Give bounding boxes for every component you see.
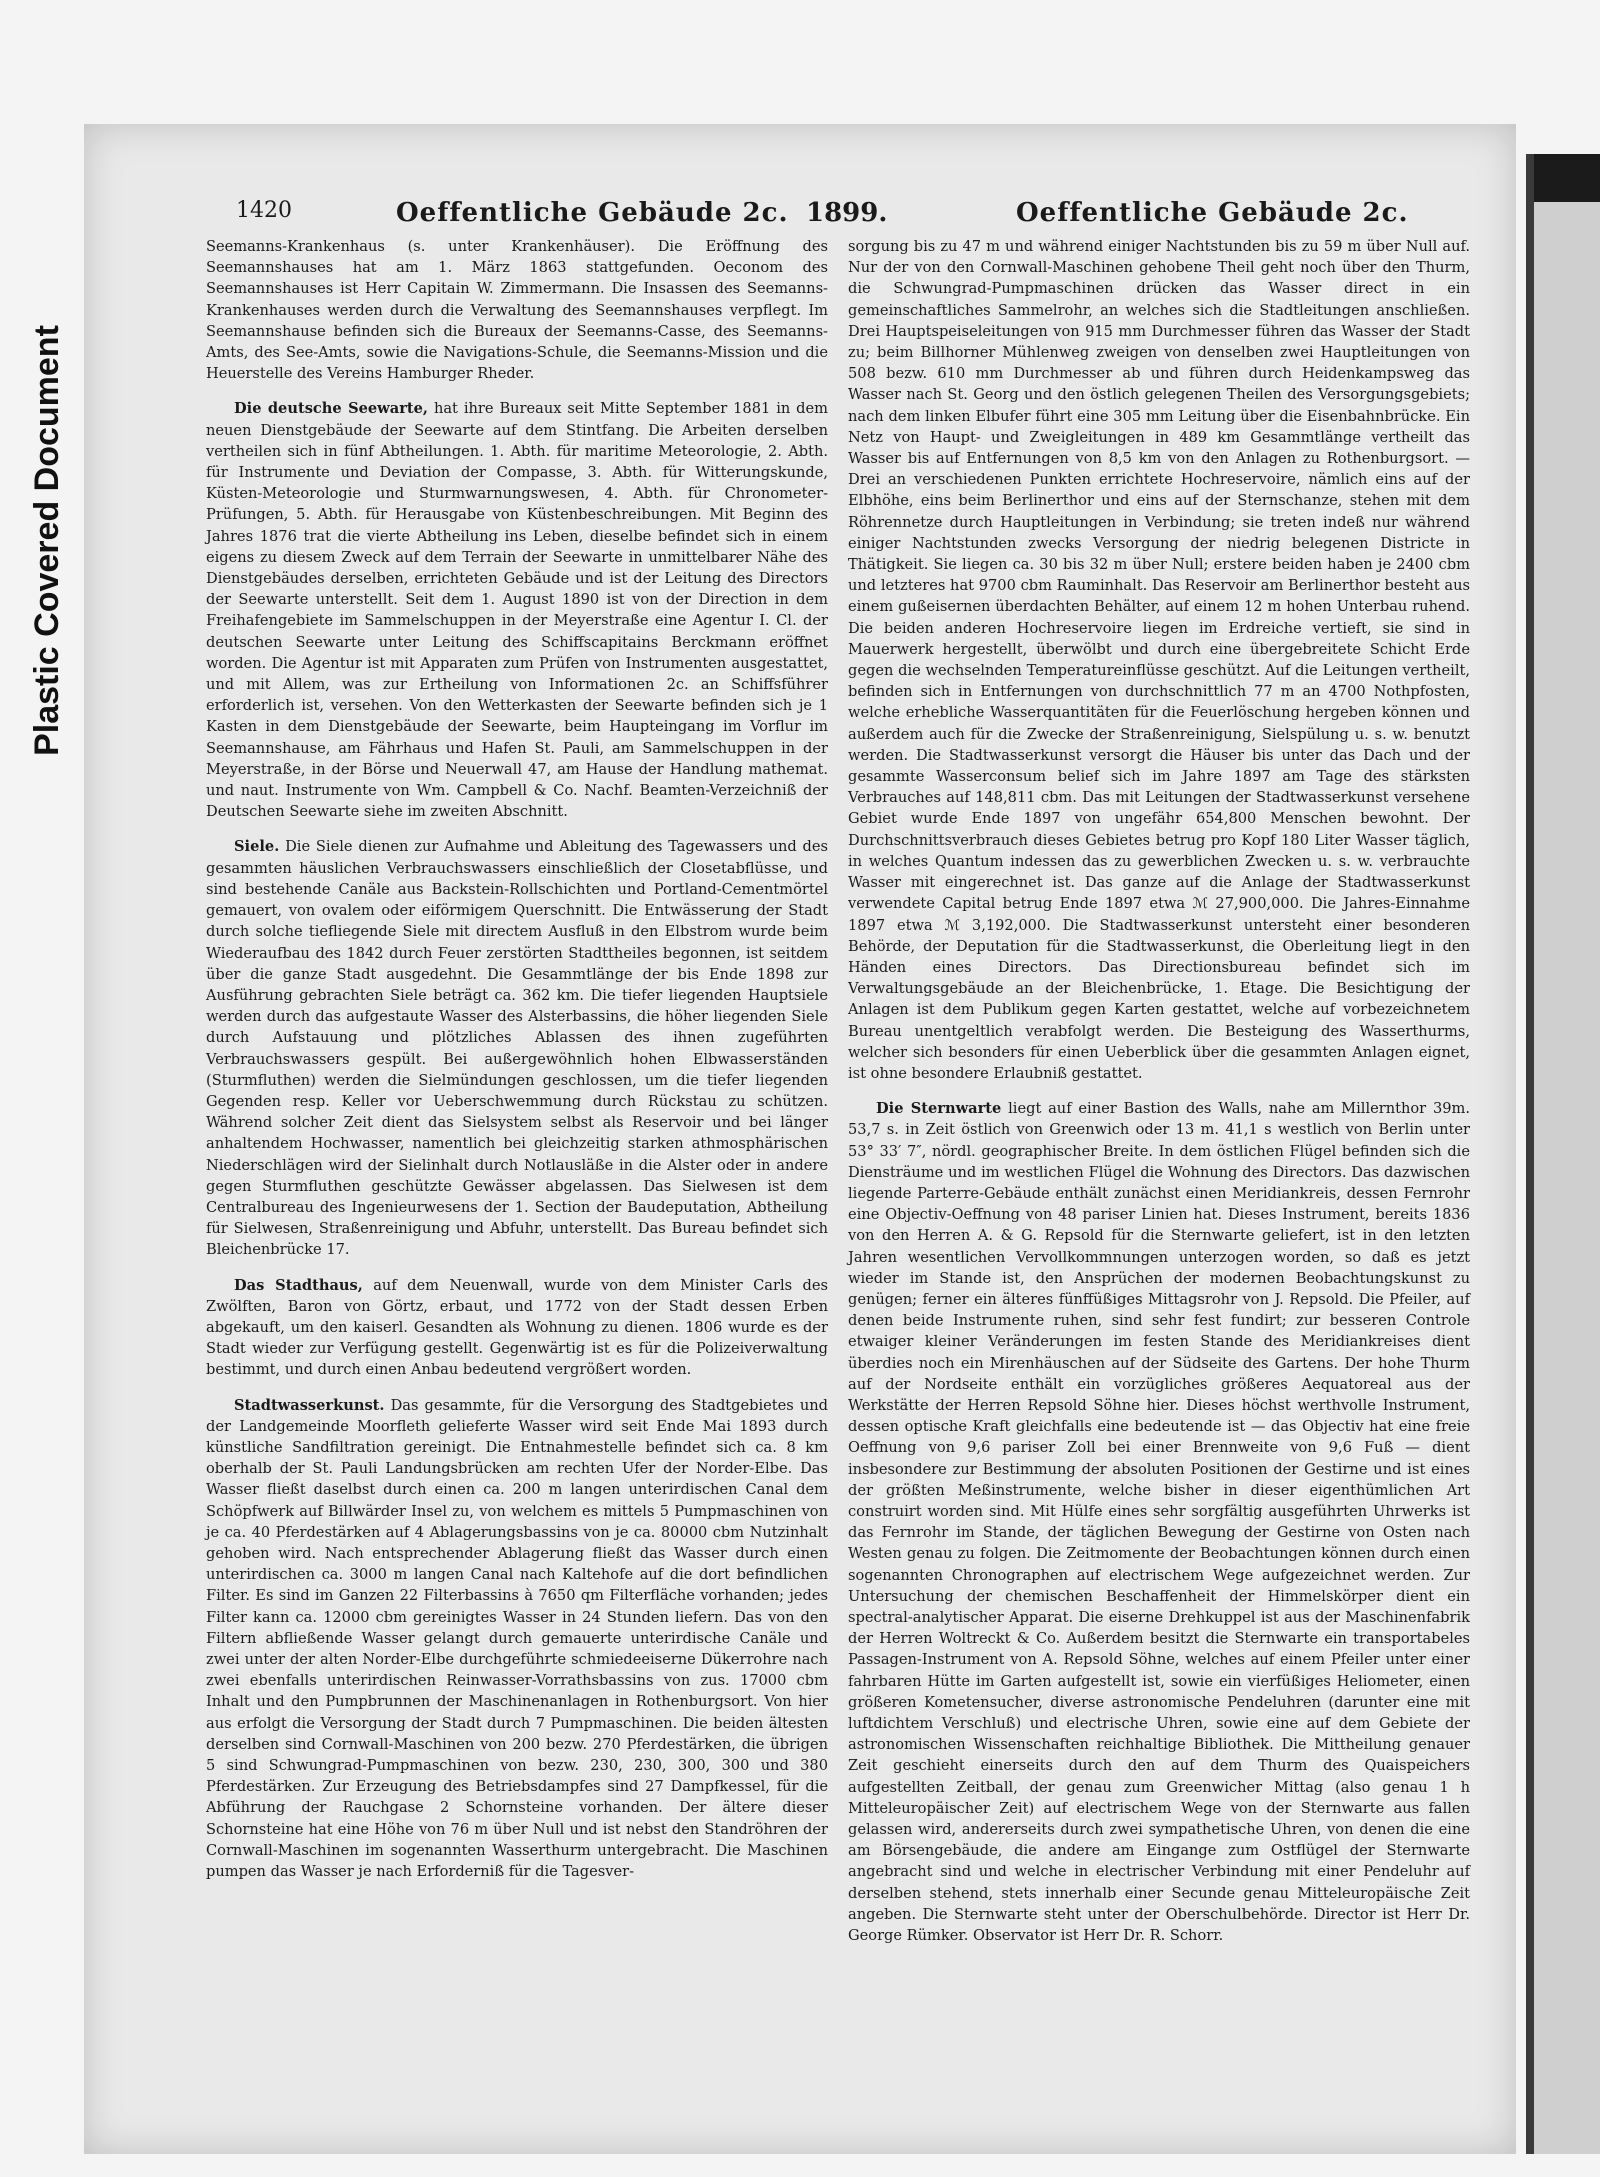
heading-seewarte: Die deutsche Seewarte,: [234, 400, 428, 418]
plastic-covered-stamp: [22, 270, 72, 810]
paragraph-sternwarte: Die Sternwarte liegt auf einer Bastion des Walls, nahe am Millernthor 39m. 53,7 s. in Zeit östlich von Greenwich oder 13 m. 41,1 s westlich von Berlin unter 53° 33′ 7″, nördl. geographischer Breite. In dem östlichen Flügel befinden sich die Diensträume und im westlichen Flügel die Wohnung des Directors. Das dazwischen liegende Parterre-Gebäude enthält zunächst einen Meridiankreis, dessen Fernrohr eine Objectiv-Oeffnung von 48 pariser Linien hat. Dieses Instrument, bereits 1836 von den Herren A. & G. Repsold für die Sternwarte geliefert, ist in den letzten Jahren wesentlichen Vervollkommnungen unterzogen worden, so daß es jetzt wieder im Stande ist, den Ansprüchen der modernen Beobachtungskunst zu genügen; ferner ein älteres fünffüßiges Mittagsrohr von J. Repsold. Die Pfeiler, auf denen beide Instrumente ruhen, sind sehr fest fundirt; zur besseren Controle etwaiger kleiner Veränderungen im festen Stande des Meridiankreises dient überdies noch ein Mirenhäuschen auf der Südseite des Gartens. Der hohe Thurm auf der Nordseite enthält ein vorzügliches größeres Aequatoreal aus der Werkstätte der Herren Repsold Söhne hier. Dieses höchst werthvolle Instrument, dessen optische Kraft gleichfalls eine bedeutende ist — das Objectiv hat eine freie Oeffnung von 9,6 pariser Zoll bei einer Brennweite von 9,6 Fuß — dient insbesondere zur Bestimmung der absoluten Positionen der Gestirne und ist eines der größten Meßinstrumente, welche bisher in dieser eigenthümlichen Art construirt worden sind. Mit Hülfe eines sehr sorgfältig ausgeführten Uhrwerks ist das Fernrohr im Stande, der täglichen Bewegung der Gestirne von Osten nach Westen genau zu folgen. Die Zeitmomente der Beobachtungen können durch einen sogenannten Chronographen auf electrischem Wege aufgezeichnet werden. Zur Untersuchung der chemischen Beschaffenheit der Himmelskörper dient ein spectral-analytischer Apparat. Die eiserne Drehkuppel ist aus der Maschinenfabrik der Herren Woltreckt & Co. Außerdem besitzt die Sternwarte ein transportabeles Passagen-Instrument von A. Repsold Söhne, welches auf einem Pfeiler unter einer fahrbaren Hütte im Garten aufgestellt ist, sowie ein vierfüßiges Heliometer, einen größeren Kometensucher, diverse astronomische Pendeluhren (darunter eine mit luftdichtem Verschluß) und electrische Uhren, sowie eine auf dem Gebiete der astronomischen Wissenschaften reichhaltige Bibliothek. Die Mittheilung genauer Zeit geschieht einerseits durch den auf dem Thurm des Quaispeichers aufgestellten Zeitball, der genau zum Greenwicher Mittag (also genau 1 h Mitteleuropäischer Zeit) auf electrischem Wege von der Sternwarte aus fallen gelassen wird, andererseits durch zwei sympathetische Uhren, von denen die eine am Börsengebäude, die andere am Eingange zum Ostflügel der Sternwarte angebracht sind und welche in electrischer Verbindung mit einer Pendeluhr auf derselben stehend, stets innerhalb einer Secunde genau Mitteleuropäische Zeit angeben. Die Sternwarte steht unter der Oberschulbehörde. Director ist Herr Dr. George Rümker. Observator ist Herr Dr. R. Schorr.: [848, 1100, 1470, 1945]
year-label: 1899.: [806, 198, 888, 228]
left-column: [206, 236, 828, 1882]
heading-stadthaus: Das Stadthaus,: [234, 1276, 363, 1294]
running-title-right: Oeffentliche Gebäude 2c.: [1016, 198, 1409, 228]
right-column: [848, 236, 1470, 1946]
paragraph-stadthaus: Das Stadthaus, auf dem Neuenwall, wurde von dem Minister Carls des Zwölften, Baron von Görtz, erbaut, und 1772 von der Stadt dessen Erben abgekauft, um den kaiserl. Gesandten als Wohnung zu dienen. 1806 wurde es der Stadt wieder zur Verfügung gestellt. Gegenwärtig ist es für die Polizeiverwaltung bestimmt, und durch einen Anbau bedeutend vergrößert worden.: [206, 1276, 828, 1379]
heading-stadtwasserkunst: Stadtwasserkunst.: [234, 1396, 385, 1414]
paragraph-stadtwasserkunst: Stadtwasserkunst. Das gesammte, für die Versorgung des Stadtgebietes und der Landgemeinde Moorfleth gelieferte Wasser wird seit Ende Mai 1893 durch künstliche Sandfiltration gereinigt. Die Entnahmestelle befindet sich ca. 8 km oberhalb der St. Pauli Landungsbrücken am rechten Ufer der Norder-Elbe. Das Wasser fließt daselbst durch einen ca. 200 m langen unterirdischen Canal dem Schöpfwerk auf Billwärder Insel zu, von welchem es mittels 5 Pumpmaschinen von je ca. 40 Pferdestärken auf 4 Ablagerungsbassins von je ca. 80000 cbm Nutzinhalt gehoben wird. Nach entsprechender Ablagerung fließt das Wasser durch einen unterirdischen ca. 3000 m langen Canal nach Kaltehofe auf die dort befindlichen Filter. Es sind im Ganzen 22 Filterbassins à 7650 qm Filterfläche vorhanden; jedes Filter kann ca. 12000 cbm gereinigtes Wasser in 24 Stunden liefern. Das von den Filtern abfließende Wasser gelangt durch gemauerte unterirdische Canäle und zwei unter der alten Norder-Elbe durchgeführte schmiedeeiserne Dükerrohre nach zwei ebenfalls unterirdischen Reinwasser-Vorrathsbassins von zus. 17000 cbm Inhalt und den Pumpbrunnen der Maschinenanlagen in Rothenburgsort. Von hier aus erfolgt die Versorgung der Stadt durch 7 Pumpmaschinen. Die beiden ältesten derselben sind Cornwall-Maschinen von 200 bezw. 270 Pferdestärken, die übrigen 5 sind Schwungrad-Pumpmaschinen von bezw. 230, 230, 300, 300 und 380 Pferdestärken. Zur Erzeugung des Betriebsdampfes sind 27 Dampfkessel, für die Abführung der Rauchgase 2 Schornsteine vorhanden. Der ältere dieser Schornsteine hat eine Höhe von 76 m über Null und ist nebst den Standröhren der Cornwall-Maschinen im sogenannten Wasserthurm untergebracht. Die Maschinen pumpen das Wasser je nach Erforderniß für die Tagesver-: [206, 1396, 829, 1881]
adjacent-page-edge: [1534, 154, 1600, 2154]
page-header: [116, 198, 1502, 234]
stamp-text: Plastic Covered Document: [27, 324, 66, 756]
page-number: 1420: [236, 198, 292, 223]
heading-sternwarte: Die Sternwarte: [876, 1100, 1002, 1118]
paragraph-wasserkunst-cont: sorgung bis zu 47 m und während einiger Nachtstunden bis zu 59 m über Null auf. Nur der von den Cornwall-Maschinen gehobene Theil geht noch über den Thurm, die Schwungrad-Pumpmaschinen drücken das Wasser direct in ein gemeinschaftliches Sammelrohr, an welches sich die Stadtleitungen anschließen. Drei Hauptspeiseleitungen von 915 mm Durchmesser führen das Wasser der Stadt zu; beim Billhorner Mühlenweg zweigen von denselben zwei Hauptleitungen von 508 bezw. 610 mm Durchmesser ab und führen durch Heidenkampsweg das Wasser nach St. Georg und den östlich gelegenen Theilen des Versorgungsgebiets; nach dem linken Elbufer führt eine 305 mm Leitung über die Eisenbahnbrücke. Ein Netz von Haupt- und Zweigleitungen in 489 km Gesammtlänge vertheilt das Wasser bis auf Entfernungen von 8,5 km von den Anlagen zu Rothenburgsort. — Drei an verschiedenen Punkten errichtete Hochreservoire, nämlich eins auf der Elbhöhe, eins beim Berlinerthor und eins auf der Sternschanze, stehen mit dem Röhrennetze durch Hauptleitungen in Verbindung; sie treten indeß nur während einiger Nachtstunden zwecks Versorgung der niedrig belegenen Districte in Thätigkeit. Sie liegen ca. 30 bis 32 m über Null; erstere beiden haben je 2400 cbm und letzteres hat 9700 cbm Rauminhalt. Das Reservoir am Berlinerthor besteht aus einem gußeisernen überdachten Behälter, auf einem 12 m hohen Unterbau ruhend. Die beiden anderen Hochreservoire liegen im Erdreiche vertieft, sie sind in Mauerwerk hergestellt, überwölbt und durch eine übergebreitete Schicht Erde gegen die wechselnden Temperatureinflüsse geschützt. Auf die Leitungen vertheilt, befinden sich in Entfernungen von durchschnittlich 77 m an 4700 Nothpfosten, welche erhebliche Wasserquantitäten für die Feuerlöschung hergeben können und außerdem auch für die Zwecke der Straßenreinigung, Sielspülung u. s. w. benutzt werden. Die Stadtwasserkunst versorgt die Häuser bis unter das Dach und der gesammte Wasserconsum belief sich im Jahre 1897 am Tage des stärksten Verbrauches auf 148,811 cbm. Das mit Leitungen der Stadtwasserkunst versehene Gebiet wurde Ende 1897 von ungefähr 654,800 Menschen bewohnt. Der Durchschnittsverbrauch dieses Gebietes betrug pro Kopf 180 Liter Wasser täglich, in welches Quantum indessen das zu gewerblichen Zwecken u. s. w. verbrauchte Wasser mit eingerechnet ist. Das ganze auf die Anlage der Stadtwasserkunst verwendete Capital betrug Ende 1897 etwa ℳ 27,900,000. Die Jahres-Einnahme 1897 etwa ℳ 3,192,000. Die Stadtwasserkunst untersteht einer besonderen Behörde, der Deputation für die Stadtwasserkunst, die Oberleitung liegt in den Händen eines Directors. Das Directionsbureau befindet sich im Verwaltungsgebäude an der Bleichenbrücke, 1. Etage. Die Besichtigung der Anlagen ist dem Publikum gegen Karten gestattet, welche auf vorbezeichnetem Bureau unentgeltlich verabfolgt werden. Die Besteigung des Wasserthurms, welcher sich besonders für einen Ueberblick über die gesammten Anlagen eignet, ist ohne besondere Erlaubniß gestattet.: [848, 238, 1470, 1082]
paragraph-seemannshaus: Seemanns-Krankenhaus (s. unter Krankenhäuser). Die Eröffnung des Seemannshauses hat am 1. März 1863 stattgefunden. Oeconom des Seemannshauses ist Herr Capitain W. Zimmermann. Die Insassen des Seemanns-Krankenhauses werden durch die Verwaltung des Seemannshauses verpflegt. Im Seemannshause befinden sich die Bureaux der Seemanns-Casse, des Seemanns-Amts, des See-Amts, sowie die Navigations-Schule, die Seemanns-Mission und die Heuerstelle des Vereins Hamburger Rheder.: [206, 238, 828, 383]
paragraph-seewarte: Die deutsche Seewarte, hat ihre Bureaux seit Mitte September 1881 in dem neuen Dienstgebäude der Seewarte auf dem Stintfang. Die Arbeiten derselben vertheilen sich in fünf Abtheilungen. 1. Abth. für maritime Meteorologie, 2. Abth. für Instrumente und Deviation der Compasse, 3. Abth. für Witterungskunde, Küsten-Meteorologie und Sturmwarnungswesen, 4. Abth. für Chronometer-Prüfungen, 5. Abth. für Herausgabe von Küstenbeschreibungen. Mit Beginn des Jahres 1876 trat die vierte Abtheilung ins Leben, dieselbe befindet sich in einem eigens zu diesem Zweck auf dem Terrain der Seewarte in unmittelbarer Nähe des Dienstgebäudes derselben, errichteten Gebäude und ist der Leitung des Directors der Seewarte unterstellt. Seit dem 1. August 1890 ist von der Direction in dem Freihafengebiete im Sammelschuppen in der Meyerstraße eine Agentur I. Cl. der deutschen Seewarte unter Leitung des Schiffscapitains Berckmann eröffnet worden. Die Agentur ist mit Apparaten zum Prüfen von Instrumenten ausgestattet, und mit Allem, was zur Ertheilung von Informationen 2c. an Schiffsführer erforderlich ist, versehen. Von den Wetterkasten der Seewarte befinden sich je 1 Kasten in dem Dienstgebäude der Seewarte, beim Haupteingang im Vorflur im Seemannshause, am Fährhaus und Hafen St. Pauli, am Sammelschuppen in der Meyerstraße, in der Börse und Neuerwall 47, am Hause der Handlung mathemat. und naut. Instrumente von Wm. Campbell & Co. Nachf. Beamten-Verzeichniß der Deutschen Seewarte siehe im zweiten Abschnitt.: [206, 400, 829, 821]
paragraph-siele: Siele. Die Siele dienen zur Aufnahme und Ableitung des Tagewassers und des gesammten häuslichen Verbrauchswassers einschließlich der Closetabflüsse, und sind bestehende Canäle aus Backstein-Rollschichten und Portland-Cementmörtel gemauert, von ovalem oder eiförmigem Querschnitt. Die Entwässerung der Stadt durch solche tiefliegende Siele mit directem Ausfluß in den Elbstrom wurde beim Wiederaufbau des 1842 durch Feuer zerstörten Stadttheiles begonnen, ist seitdem über die ganze Stadt ausgedehnt. Die Gesammtlänge der bis Ende 1898 zur Ausführung gebrachten Siele beträgt ca. 362 km. Die tiefer liegenden Hauptsiele werden durch das aufgestaute Wasser des Alsterbassins, die höher liegenden Siele durch Aufstauung und plötzliches Ablassen des ihnen zugeführten Verbrauchswassers gespült. Bei außergewöhnlich hohen Elbwasserständen (Sturmfluthen) werden die Sielmündungen geschlossen, um die tiefer liegenden Gegenden resp. Keller vor Ueberschwemmung durch Rückstau zu schützen. Während solcher Zeit dient das Sielsystem selbst als Reservoir und bei länger anhaltendem Hochwasser, namentlich bei gleichzeitig starken athmosphärischen Niederschlägen wird der Sielinhalt durch Notlausläße in die Alster oder in andere gegen Sturmfluthen geschützte Gewässer abgelassen. Das Sielwesen ist dem Centralbureau des Ingenieurwesens der 1. Section der Baudeputation, Abtheilung für Sielwesen, Straßenreinigung und Abfuhr, unterstellt. Das Bureau befindet sich Bleichenbrücke 17.: [206, 838, 828, 1259]
heading-siele: Siele.: [234, 838, 280, 856]
running-title-left: Oeffentliche Gebäude 2c.: [396, 198, 789, 228]
